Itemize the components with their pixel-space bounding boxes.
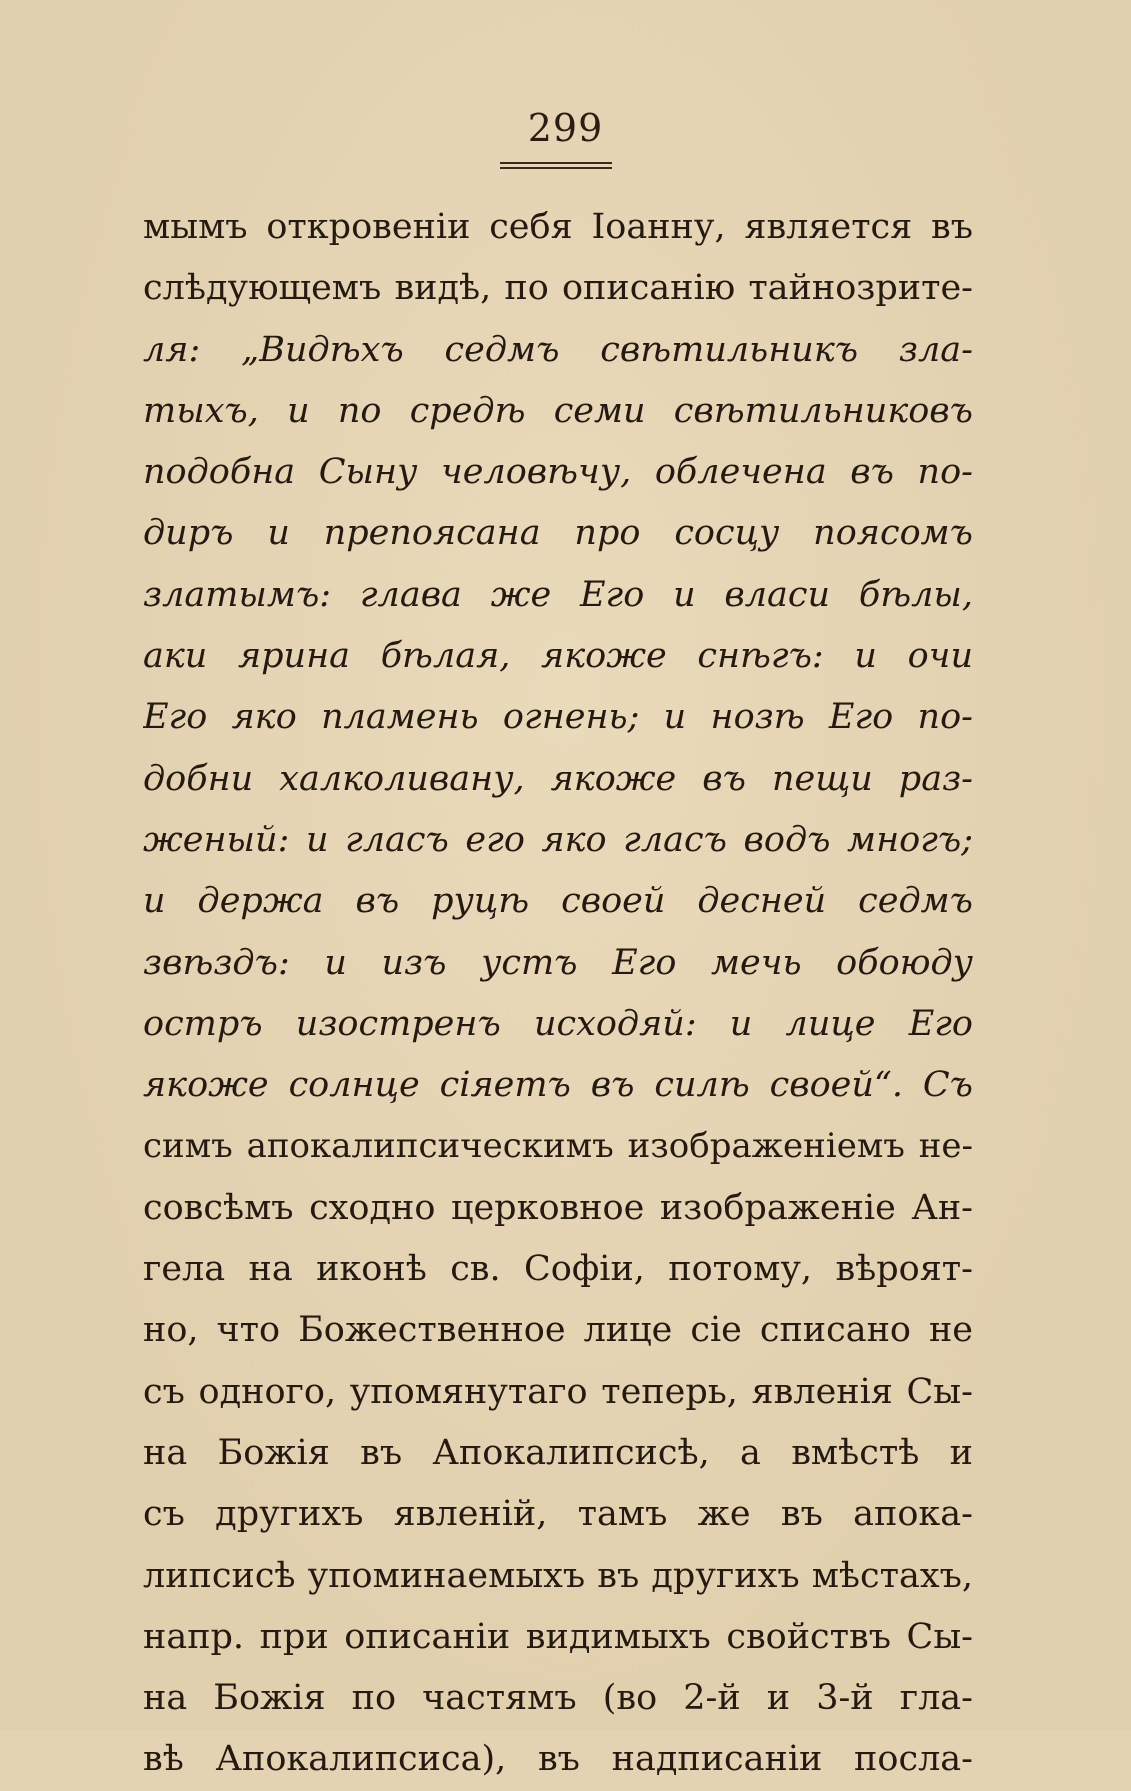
text-line: но, что Божественное лице сіе списано не	[143, 1310, 973, 1351]
text-line-quote: якоже солнце сіяетъ въ силѣ своей“. Съ	[143, 1065, 973, 1106]
text-line-quote: златымъ: глава же Его и власи бѣлы,	[143, 574, 973, 615]
text-line: съ другихъ явленій, тамъ же въ апока-	[143, 1494, 973, 1535]
text-line-quote: ля: „Видѣхъ седмъ свѣтильникъ зла-	[143, 329, 973, 370]
header-rule-top	[500, 162, 612, 164]
text-line: мымъ откровеніи себя Іоанну, является въ	[143, 207, 973, 247]
text-line-quote: подобна Сыну человѣчу, облечена въ по-	[143, 452, 973, 493]
text-line: вѣ Апокалипсиса), въ надписаніи посла-	[143, 1739, 973, 1780]
text-line: совсѣмъ сходно церковное изображеніе Ан-	[143, 1187, 973, 1228]
text-line-quote: тыхъ, и по средѣ семи свѣтильниковъ	[143, 390, 973, 431]
text-line: липсисѣ упоминаемыхъ въ другихъ мѣстахъ,	[143, 1555, 973, 1596]
text-line-quote: добни халколивану, якоже въ пещи раз-	[143, 758, 973, 799]
text-line-quote: Его яко пламень огнень; и нозѣ Его по-	[143, 697, 973, 738]
text-line: напр. при описаніи видимыхъ свойствъ Сы-	[143, 1616, 973, 1657]
text-line-quote: звѣздъ: и изъ устъ Его мечь обоюду	[143, 942, 973, 983]
body-text	[143, 197, 973, 1791]
page-number: 299	[527, 106, 604, 150]
text-line-quote: остръ изостренъ исходяй: и лице Его	[143, 1003, 973, 1044]
text-line: на Божія въ Апокалипсисѣ, а вмѣстѣ и	[143, 1432, 973, 1473]
text-line: гела на иконѣ св. Софіи, потому, вѣроят-	[143, 1249, 973, 1290]
text-line: на Божія по частямъ (во 2-й и 3-й гла-	[143, 1678, 973, 1719]
text-line-quote: и держа въ руцѣ своей десней седмъ	[143, 881, 973, 922]
text-line-quote: аки ярина бѣлая, якоже снѣгъ: и очи	[143, 636, 973, 677]
text-line: слѣдующемъ видѣ, по описанію тайнозрите-	[143, 268, 973, 309]
header-rule-bottom	[500, 167, 612, 169]
text-line-quote: женый: и гласъ его яко гласъ водъ многъ;	[143, 819, 973, 860]
text-line: симъ апокалипсическимъ изображеніемъ не-	[143, 1126, 973, 1167]
text-line-quote: диръ и препоясана про сосцу поясомъ	[143, 513, 973, 554]
text-line: съ одного, упомянутаго теперь, явленія Сы-	[143, 1371, 973, 1412]
